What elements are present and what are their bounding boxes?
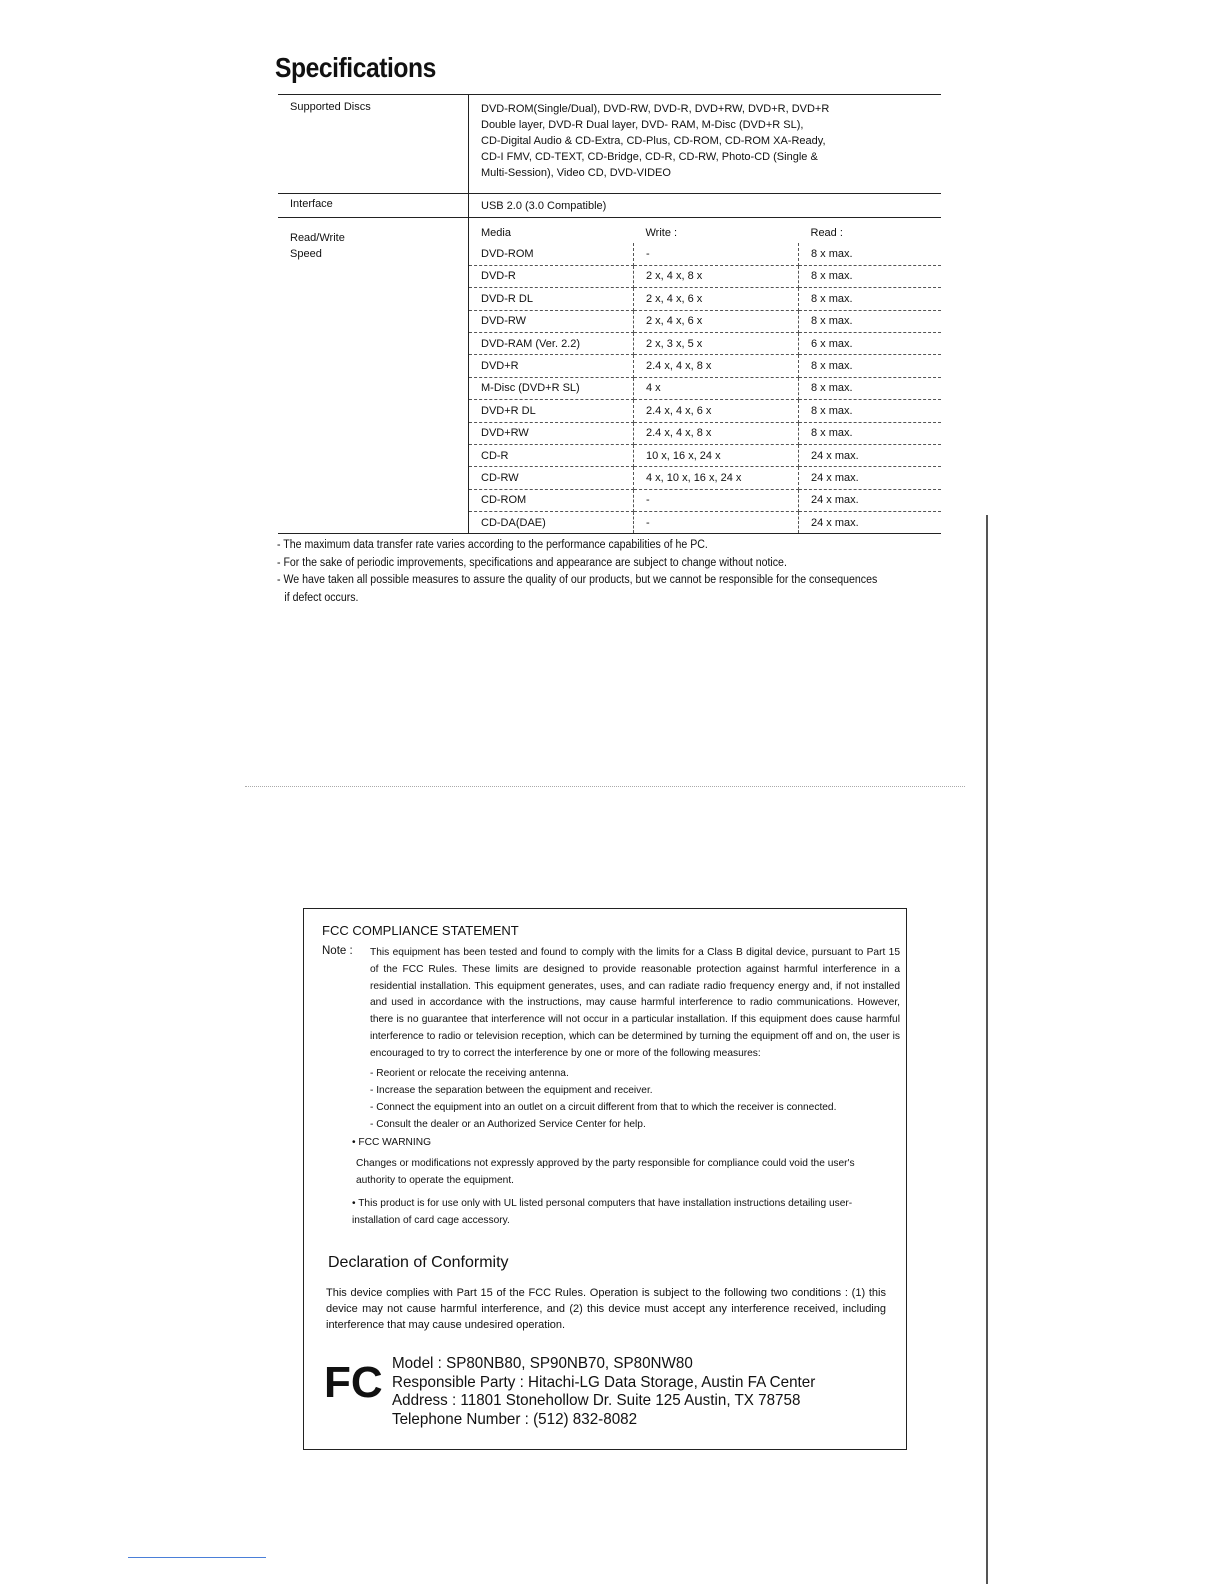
table-row	[469, 265, 941, 287]
disc-line: Multi-Session), Video CD, DVD-VIDEO	[481, 167, 671, 179]
media-cell: CD-ROM	[469, 489, 634, 511]
speed-label-line: Read/Write	[290, 232, 345, 244]
write-cell: 2.4 x, 4 x, 8 x	[634, 355, 799, 377]
scan-artifact-line	[245, 786, 965, 787]
table-row	[469, 377, 941, 399]
speed-label-line: Speed	[290, 248, 322, 260]
read-cell: 6 x max.	[799, 332, 942, 354]
media-cell: DVD+R DL	[469, 400, 634, 422]
media-cell: DVD+R	[469, 355, 634, 377]
speed-table-cell	[469, 218, 942, 534]
supported-discs-value	[469, 95, 942, 194]
read-cell: 8 x max.	[799, 310, 942, 332]
responsible-party-line: Responsible Party : Hitachi-LG Data Storage, Austin FA Center	[392, 1373, 816, 1391]
write-cell: 2.4 x, 4 x, 8 x	[634, 422, 799, 444]
media-header: Media	[481, 226, 511, 239]
table-row	[469, 310, 941, 332]
media-cell: DVD+RW	[469, 422, 634, 444]
specifications-table	[278, 94, 941, 534]
write-cell: 4 x, 10 x, 16 x, 24 x	[634, 467, 799, 489]
table-row	[469, 512, 941, 534]
disc-line: CD-I FMV, CD-TEXT, CD-Bridge, CD-R, CD-RW, Photo-CD (Single &	[481, 151, 818, 163]
read-cell: 24 x max.	[799, 467, 942, 489]
table-row	[469, 243, 941, 265]
fcc-note-label: Note :	[322, 945, 353, 957]
fcc-paragraph: This equipment has been tested and found to comply with the limits for a Class B digital device, pursuant to Part 15 of the FCC Rules. These limits are designed to provide reasonable protection against harmful interference in a residential installation. This equipment generates, uses, and can radiate radio frequency energy and, if not installed and used in accordance with the instructions, may cause harmful interference to radio communications. However, there is no guarantee that interference will not occur in a particular installation. If this equipment does cause harmful interference to radio or television reception, which can be determined by turning the equipment off and on, the user is encouraged to try to correct the interference by one or more of the following measures:	[370, 947, 900, 1059]
table-row	[469, 400, 941, 422]
declaration-text: This device complies with Part 15 of the FCC Rules. Operation is subject to the following two conditions : (1) this device may not cause harmful interference, and (2) this device must accept any interference received, including interference that may cause undesired operation.	[326, 1287, 886, 1331]
write-cell: 2 x, 4 x, 6 x	[634, 310, 799, 332]
read-header: Read :	[810, 226, 843, 239]
supported-discs-row	[278, 95, 941, 194]
write-cell: 10 x, 16 x, 24 x	[634, 444, 799, 466]
table-row	[469, 355, 941, 377]
write-cell: -	[634, 512, 799, 534]
fcc-warning-text: Changes or modifications not expressly approved by the party responsible for compliance could void the user's authority to operate the equipment.	[356, 1158, 855, 1186]
fcc-measures	[370, 1065, 836, 1133]
write-header: Write :	[645, 226, 678, 239]
media-cell: DVD-R	[469, 265, 634, 287]
speed-row	[278, 218, 941, 534]
table-row	[469, 288, 941, 310]
page-title: Specifications	[275, 52, 436, 83]
write-cell: 2.4 x, 4 x, 6 x	[634, 400, 799, 422]
measure-item: - Consult the dealer or an Authorized Service Center for help.	[370, 1119, 646, 1130]
contact-block	[392, 1355, 815, 1429]
interface-label: Interface	[278, 194, 469, 218]
write-cell: 4 x	[634, 377, 799, 399]
interface-row	[278, 194, 941, 218]
disc-line: DVD-ROM(Single/Dual), DVD-RW, DVD-R, DVD+RW, DVD+R, DVD+R	[481, 103, 830, 115]
page-edge-line	[986, 515, 988, 1584]
media-cell: CD-RW	[469, 467, 634, 489]
note-line: - The maximum data transfer rate varies according to the performance capabilities of he PC.	[277, 539, 708, 551]
media-cell: DVD-RW	[469, 310, 634, 332]
interface-value: USB 2.0 (3.0 Compatible)	[469, 194, 942, 218]
read-cell: 8 x max.	[799, 422, 942, 444]
media-cell: DVD-RAM (Ver. 2.2)	[469, 332, 634, 354]
read-cell: 8 x max.	[799, 288, 942, 310]
table-row	[469, 467, 941, 489]
write-cell: -	[634, 489, 799, 511]
table-row	[469, 332, 941, 354]
ul-listed-text: • This product is for use only with UL listed personal computers that have installation instructions detailing user-installation of card cage accessory.	[352, 1198, 853, 1226]
supported-discs-label: Supported Discs	[278, 95, 469, 194]
media-cell: CD-R	[469, 444, 634, 466]
table-row	[469, 422, 941, 444]
fcc-warning-title: • FCC WARNING	[352, 1137, 432, 1148]
fcc-logo-text: FC	[324, 1358, 383, 1403]
read-cell: 24 x max.	[811, 516, 859, 529]
table-row	[469, 444, 941, 466]
fcc-statement-box	[303, 908, 907, 1450]
note-line: - We have taken all possible measures to assure the quality of our products, but we cannot be responsible for the consequences	[277, 574, 878, 586]
disc-line: Double layer, DVD-R Dual layer, DVD- RAM, M-Disc (DVD+R SL),	[481, 119, 804, 131]
note-line: - For the sake of periodic improvements, specifications and appearance are subject to change without notice.	[277, 556, 787, 569]
media-cell: DVD-R DL	[469, 288, 634, 310]
write-cell: -	[634, 243, 799, 265]
note-line: if defect occurs.	[284, 591, 359, 604]
read-cell: 24 x max.	[799, 489, 942, 511]
read-cell: 8 x max.	[799, 355, 942, 377]
write-cell: 2 x, 3 x, 5 x	[634, 332, 799, 354]
telephone-line: Telephone Number : (512) 832-8082	[392, 1410, 638, 1428]
fcc-heading: FCC COMPLIANCE STATEMENT	[322, 923, 519, 938]
measure-item: - Increase the separation between the equipment and receiver.	[370, 1085, 653, 1096]
speed-label	[278, 218, 469, 534]
write-cell: 2 x, 4 x, 8 x	[634, 265, 799, 287]
write-cell: 2 x, 4 x, 6 x	[634, 288, 799, 310]
media-cell: DVD-ROM	[469, 243, 634, 265]
read-cell: 24 x max.	[799, 444, 942, 466]
media-cell: M-Disc (DVD+R SL)	[469, 377, 634, 399]
speed-table	[469, 222, 941, 533]
measure-item: - Connect the equipment into an outlet on a circuit different from that to which the receiver is connected.	[370, 1102, 837, 1113]
fcc-logo-icon	[324, 1357, 384, 1403]
read-cell: 8 x max.	[799, 265, 942, 287]
address-line: Address : 11801 Stonehollow Dr. Suite 125 Austin, TX 78758	[392, 1392, 801, 1409]
spec-notes	[277, 537, 884, 607]
media-cell: CD-DA(DAE)	[469, 512, 634, 534]
speed-table-header	[469, 222, 941, 243]
measure-item: - Reorient or relocate the receiving antenna.	[370, 1068, 569, 1079]
disc-line: CD-Digital Audio & CD-Extra, CD-Plus, CD-ROM, CD-ROM XA-Ready,	[481, 135, 826, 147]
read-cell: 8 x max.	[799, 243, 942, 265]
declaration-heading: Declaration of Conformity	[328, 1254, 509, 1271]
read-cell: 8 x max.	[799, 377, 942, 399]
table-row	[469, 489, 941, 511]
read-cell: 8 x max.	[799, 400, 942, 422]
model-line: Model : SP80NB80, SP90NB70, SP80NW80	[392, 1355, 693, 1372]
footer-rule	[128, 1557, 266, 1558]
